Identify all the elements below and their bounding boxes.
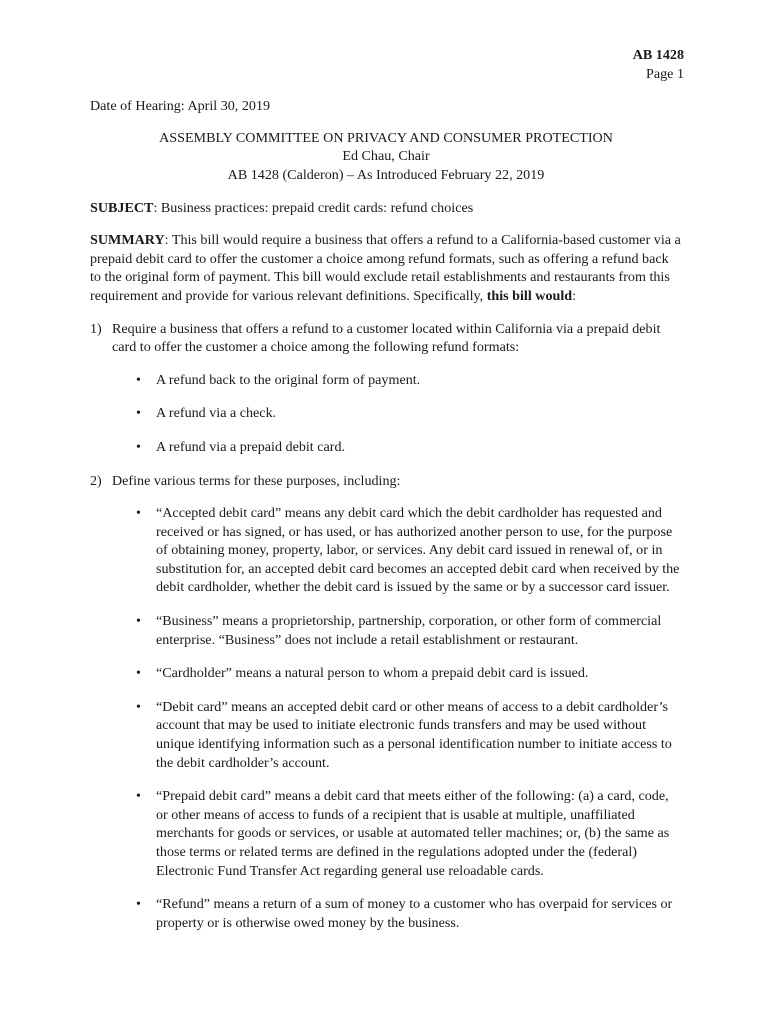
bill-line: AB 1428 (Calderon) – As Introduced February 22, 2019 (227, 166, 545, 183)
bullet-list (112, 371, 682, 457)
committee-name: ASSEMBLY COMMITTEE ON PRIVACY AND CONSUMER PROTECTION (159, 129, 613, 146)
hearing-date: Date of Hearing: April 30, 2019 (90, 98, 271, 115)
item-text: Define various terms for these purposes, including: (112, 472, 401, 489)
summary-end: : (572, 287, 577, 304)
summary-bold-tail: this bill would (486, 287, 573, 304)
bill-number: AB 1428 (632, 47, 684, 63)
bullet-list (112, 504, 682, 932)
item-number: 2) (90, 472, 102, 489)
bullet-item: • “Cardholder” means a natural person to whom a prepaid debit card is issued. (112, 664, 682, 683)
bullet-item: • “Prepaid debit card” means a debit card that meets either of the following: (a) a card, code, or other means of access to funds of a recipient that is usable at multiple, unaffiliated merchants for goods or services, or usable at automated teller machines; or, (b) the same as those terms or related terms are defined in the regulations adopted under the (federal) Electronic Fund Transfer Act regarding general use reloadable cards. (112, 787, 682, 880)
bullet-item: • “Accepted debit card” means any debit card which the debit cardholder has requested and received or has signed, or has used, or has authorized another person to use, for the purpose of obtaining money, property, labor, or services. Any debit card issued in renewal of, or in substitution for, an accepted debit card becomes an accepted debit card when received by the debit cardholder, whether the debit card is issued by the same or by a successor card issuer. (112, 504, 682, 597)
subject-text: : Business practices: prepaid credit cards: refund choices (153, 199, 474, 216)
bullet-item: • “Debit card” means an accepted debit card or other means of access to a debit cardholder’s account that may be used to initiate electronic funds transfers and may be used without unique identifying information such as a personal identification number to initiate access to the debit cardholder’s account. (112, 698, 682, 772)
bullet-item: • A refund via a check. (112, 404, 682, 423)
bullet-item: • A refund back to the original form of payment. (112, 371, 682, 390)
summary-text: : This bill would require a business that offers a refund to a California-based customer via a prepaid debit card to offer the customer a choice among refund formats, such as offering a refund back to the original form of payment. This bill would exclude retail establishments and restaurants from this requirement and provide for various relevant definitions. Specifically, (90, 232, 681, 304)
subject-paragraph (90, 199, 682, 218)
list-item (90, 320, 682, 457)
item-text: Require a business that offers a refund to a customer located within California via a prepaid debit card to offer the customer a choice among the following refund formats: (112, 320, 661, 356)
summary-label: SUMMARY (90, 232, 165, 249)
committee-block (90, 129, 682, 185)
numbered-list (90, 320, 682, 933)
list-item (90, 472, 682, 933)
committee-chair: Ed Chau, Chair (342, 148, 430, 165)
page-number: Page 1 (646, 65, 684, 82)
bullet-item: • “Refund” means a return of a sum of money to a customer who has overpaid for services or property or is otherwise owed money by the business. (112, 895, 682, 932)
bullet-item: • A refund via a prepaid debit card. (112, 438, 682, 457)
bullet-item: • “Business” means a proprietorship, partnership, corporation, or other form of commercial enterprise. “Business” does not include a retail establishment or restaurant. (112, 612, 682, 649)
summary-paragraph (90, 231, 682, 305)
subject-label: SUBJECT (90, 199, 154, 216)
page-header (90, 46, 684, 83)
item-number: 1) (90, 320, 102, 337)
